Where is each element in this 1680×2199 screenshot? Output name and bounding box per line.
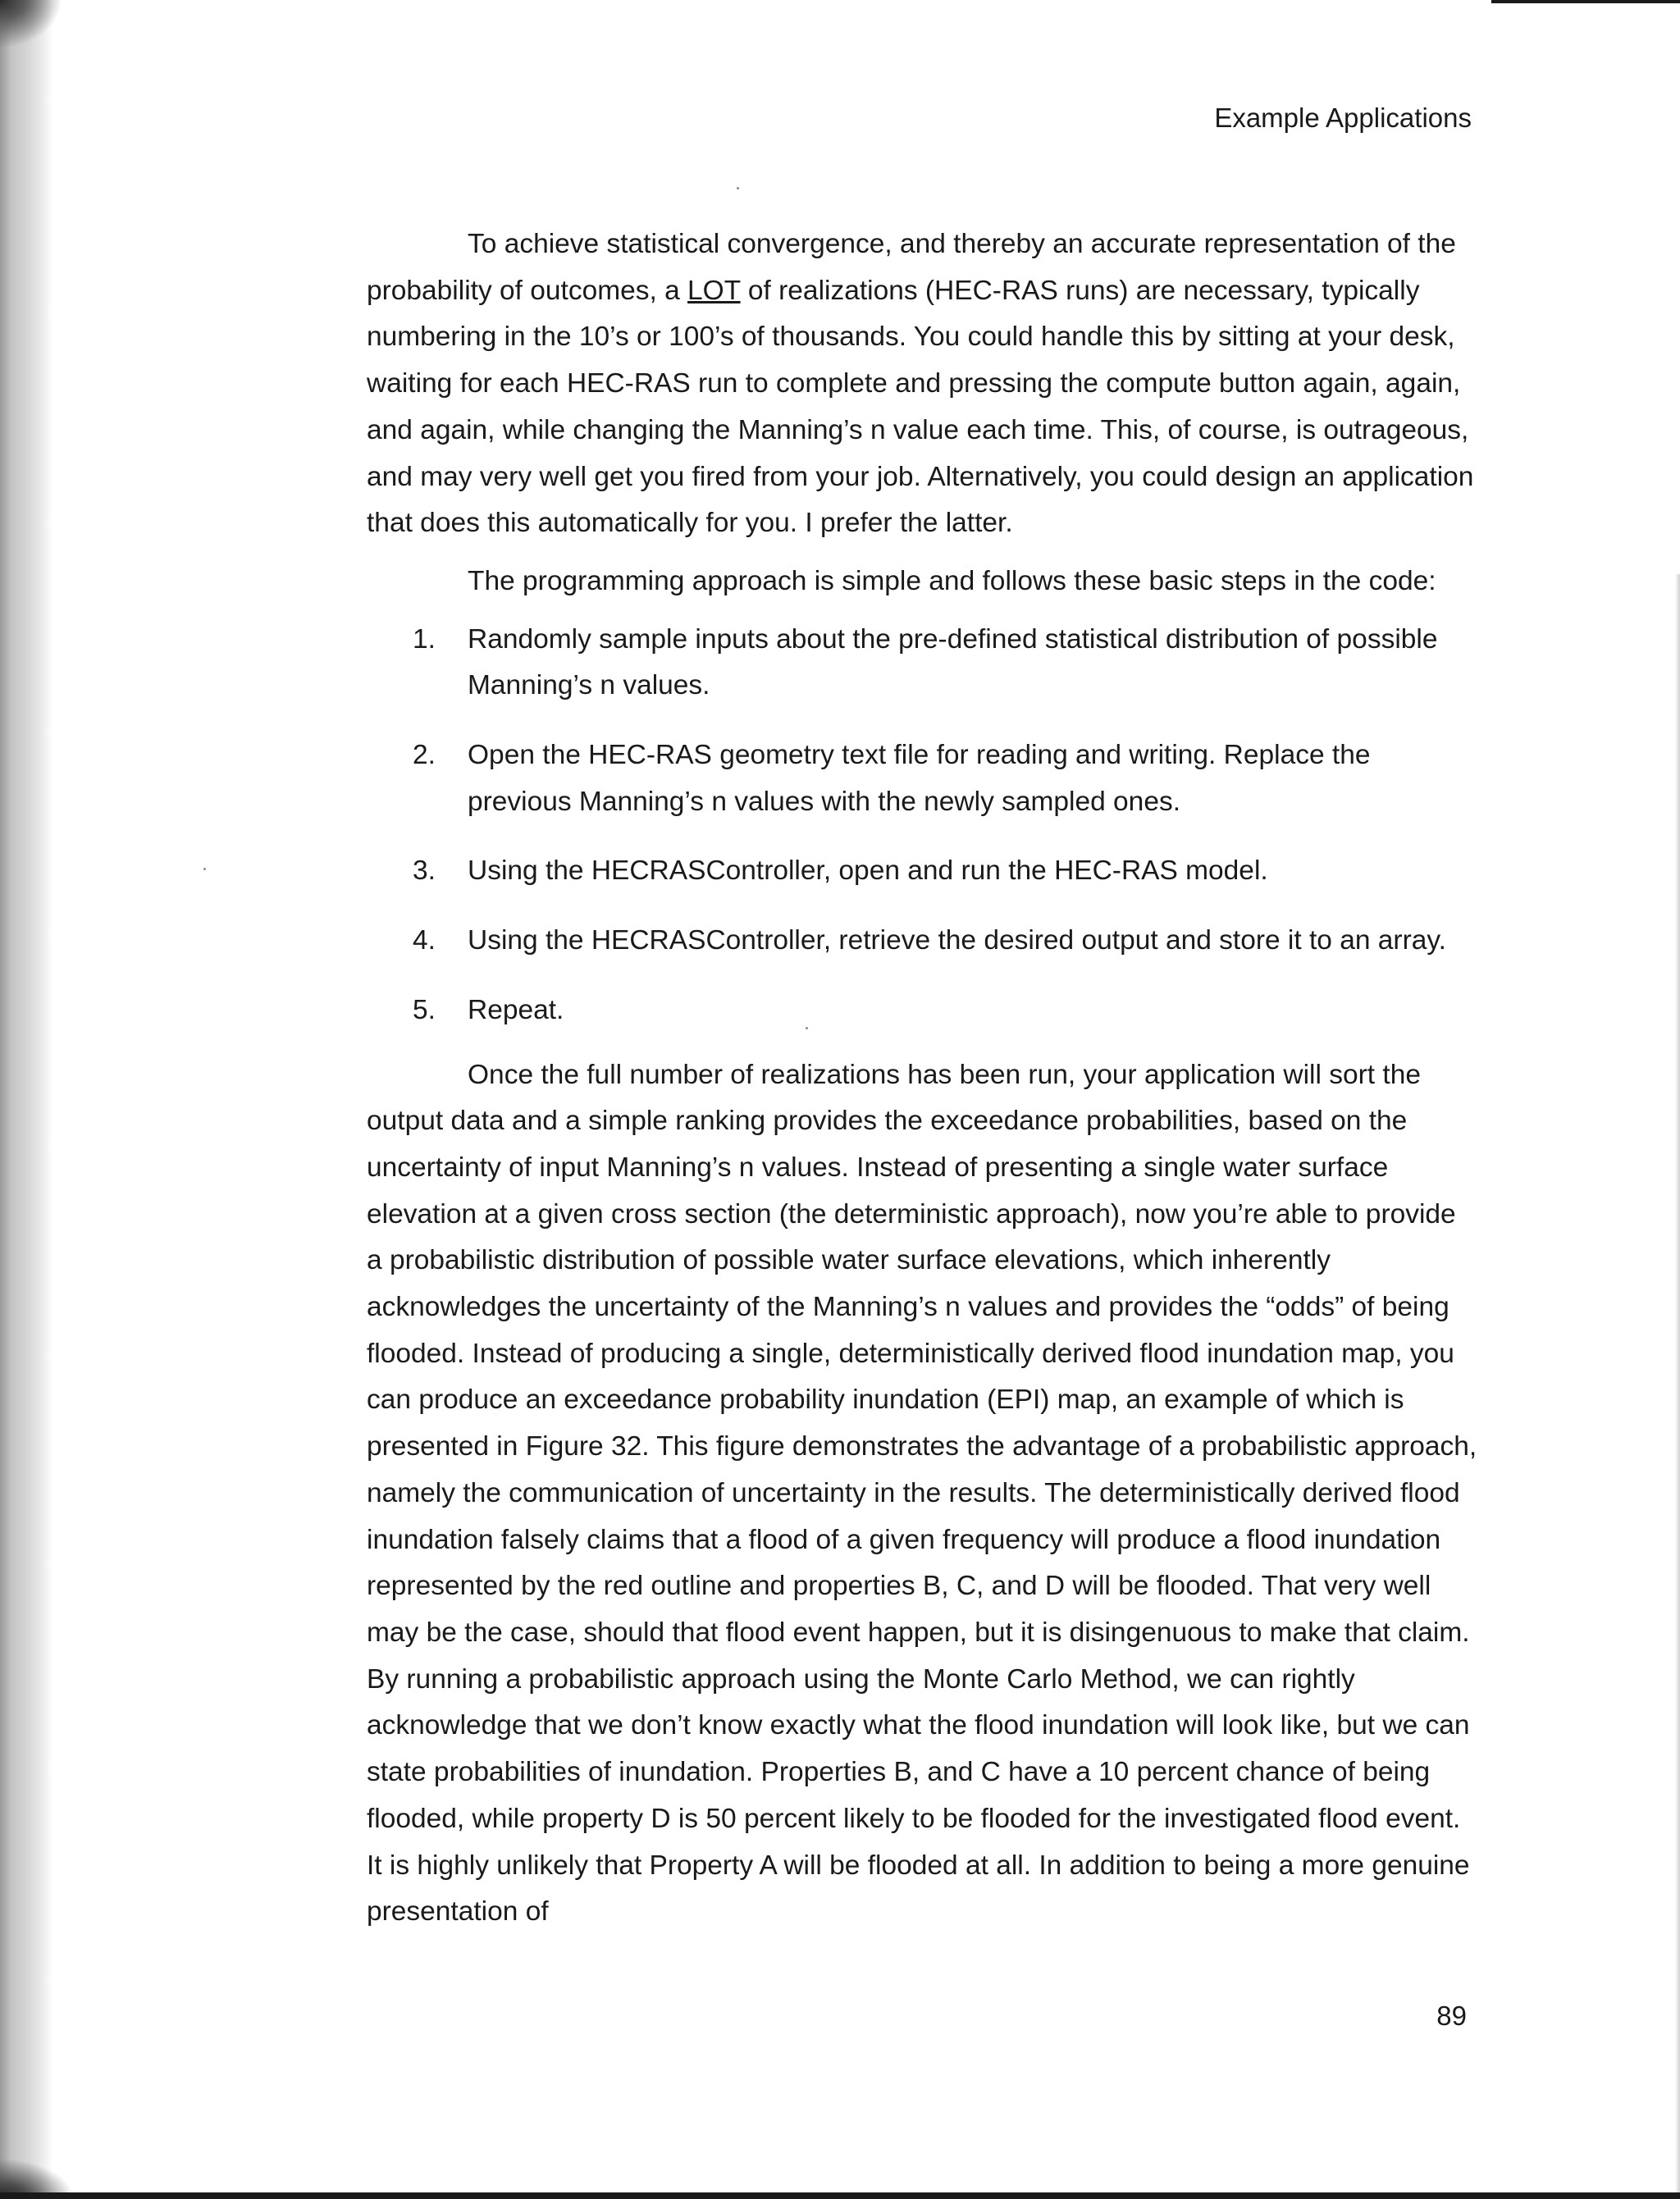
page-curl-top <box>0 0 74 57</box>
list-item-number: 4. <box>413 925 436 956</box>
underlined-emphasis: LOT <box>687 275 741 306</box>
list-item-text: Using the HECRASController, retrieve the desired output and store it to an array. <box>468 925 1446 956</box>
book-gutter-shadow <box>0 0 52 2199</box>
list-item <box>367 918 1477 965</box>
list-item <box>367 988 1477 1034</box>
list-item-text: Open the HEC-RAS geometry text file for reading and writing. Replace the previous Manning’s n values with the newly sampled ones. <box>468 740 1371 817</box>
scan-speck <box>737 187 739 189</box>
list-item-text: Using the HECRASController, open and run the HEC-RAS model. <box>468 855 1268 887</box>
list-item <box>367 848 1477 895</box>
list-item-number: 3. <box>413 855 436 887</box>
paragraph-text: of realizations (HEC-RAS runs) are necessary, typically numbering in the 10’s or 100’s of thousands. You could handle this by sitting at your desk, waiting for each HEC-RAS run to complete and pressing the compute button again, again, and again, while changing the Manning’s n value each time. This, of course, is outrageous, and may very well get you fired from your job. Alternatively, you could design an application that does this automatically for you. I prefer the latter. <box>367 275 1474 539</box>
paragraph-programming-approach: The programming approach is simple and follows these basic steps in the code: <box>468 565 1436 596</box>
list-item <box>367 617 1477 709</box>
scan-speck <box>203 868 206 870</box>
right-page-edge <box>1675 574 1680 2199</box>
page-body <box>367 221 1477 1936</box>
list-item <box>367 732 1477 825</box>
list-item-number: 2. <box>413 740 436 771</box>
page-number: 89 <box>1436 2001 1467 2031</box>
top-edge-rule <box>1491 0 1680 3</box>
running-header: Example Applications <box>1214 103 1472 133</box>
list-item-text: Randomly sample inputs about the pre-defined statistical distribution of possible Manning’s n values. <box>468 623 1438 701</box>
steps-list <box>367 617 1477 1034</box>
paragraph-convergence <box>367 221 1477 547</box>
list-item-number: 1. <box>413 623 436 655</box>
list-item-number: 5. <box>413 994 436 1025</box>
paragraph-realizations: Once the full number of realizations has been run, your application will sort the output data and a simple ranking provides the exceedance probabilities, based on the uncertainty of input Manning’s n values. Instead of presenting a single water surface elevation at a given cross section (the deterministic approach), now you’re able to provide a probabilistic distribution of possible water surface elevations, which inherently acknowledges the uncertainty of the Manning’s n values and provides the “odds” of being flooded. Instead of producing a single, deterministically derived flood inundation map, you can produce an exceedance probability inundation (EPI) map, an example of which is presented in Figure 32. This figure demonstrates the advantage of a probabilistic approach, namely the communication of uncertainty in the results. The deterministically derived flood inundation falsely claims that a flood of a given frequency will produce a flood inundation represented by the red outline and properties B, C, and D will be flooded. That very well may be the case, should that flood event happen, but it is disingenuous to make that claim. By running a probabilistic approach using the Monte Carlo Method, we can rightly acknowledge that we don’t know exactly what the flood inundation will look like, but we can state probabilities of inundation. Properties B, and C have a 10 percent chance of being flooded, while property D is 50 percent likely to be flooded for the investigated flood event. It is highly unlikely that Property A will be flooded at all. In addition to being a more genuine presentation of <box>367 1059 1477 1928</box>
paragraph-text: To achieve statistical convergence, and thereby an accurate representation of the probability of outcomes, a <box>367 229 1456 306</box>
page-curl-bottom <box>0 2150 90 2199</box>
bottom-page-edge <box>0 2192 1680 2199</box>
list-item-text: Repeat. <box>468 994 564 1025</box>
